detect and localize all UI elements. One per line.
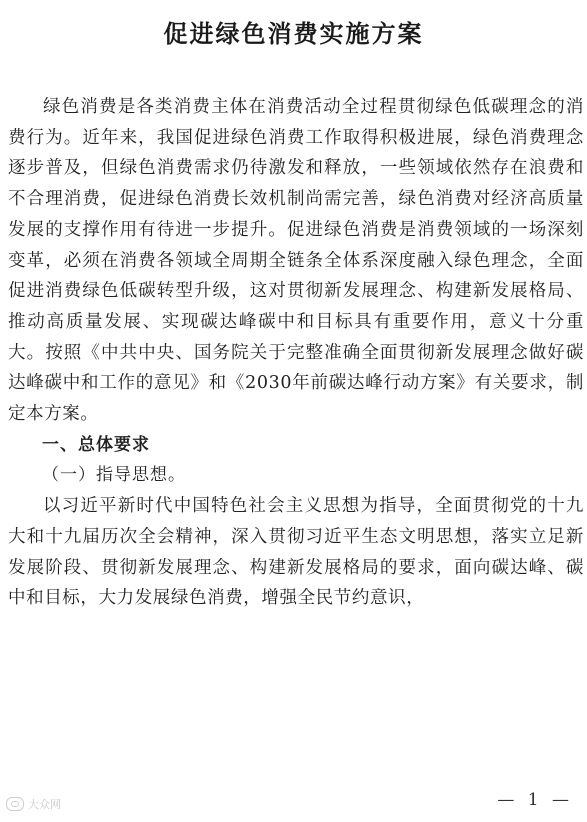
page-number: — 1 — [497,790,573,810]
subsection-heading: （一）指导思想。 [42,465,186,486]
document-title: 促进绿色消费实施方案 [163,19,424,48]
intro-paragraph: 绿色消费是各类消费主体在消费活动全过程贯彻绿色低碳理念的消费行为。近年来，我国促进绿色消费工作取得积极进展，绿色消费理念逐步普及，但绿色消费需求仍待激发和释放，一些领域依然存在浪费和不合理消费，促进绿色消费长效机制尚需完善，绿色消费对经济高质量发展的支撑作用有待进一步提升。促进绿色消费是消费领域的一场深刻变革，必须在消费各领域全周期全链条全体系深度融入绿色理念，全面促进消费绿色低碳转型升级，这对贯彻新发展理念、构建新发展格局、推动高质量发展、实现碳达峰碳中和目标具有重要作用，意义十分重大。按照《中共中央、国务院关于完整准确全面贯彻新发展理念做好碳达峰碳中和工作的意见》和《2030年前碳达峰行动方案》有关要求，制定本方案。 [8,97,584,425]
section-heading: 一、总体要求 [42,434,150,455]
guidance-paragraph: 以习近平新时代中国特色社会主义思想为指导，全面贯彻党的十九大和十九届历次全会精神，深入贯彻习近平生态文明思想，落实立足新发展阶段、贯彻新发展理念、构建新发展格局的要求，面向碳达峰、碳中和目标，大力发展绿色消费，增强全民节约意识， [8,496,584,609]
watermark-logo-icon [6,797,24,811]
document-body [8,92,584,614]
watermark [6,796,61,812]
watermark-text: 大众网 [28,798,61,811]
